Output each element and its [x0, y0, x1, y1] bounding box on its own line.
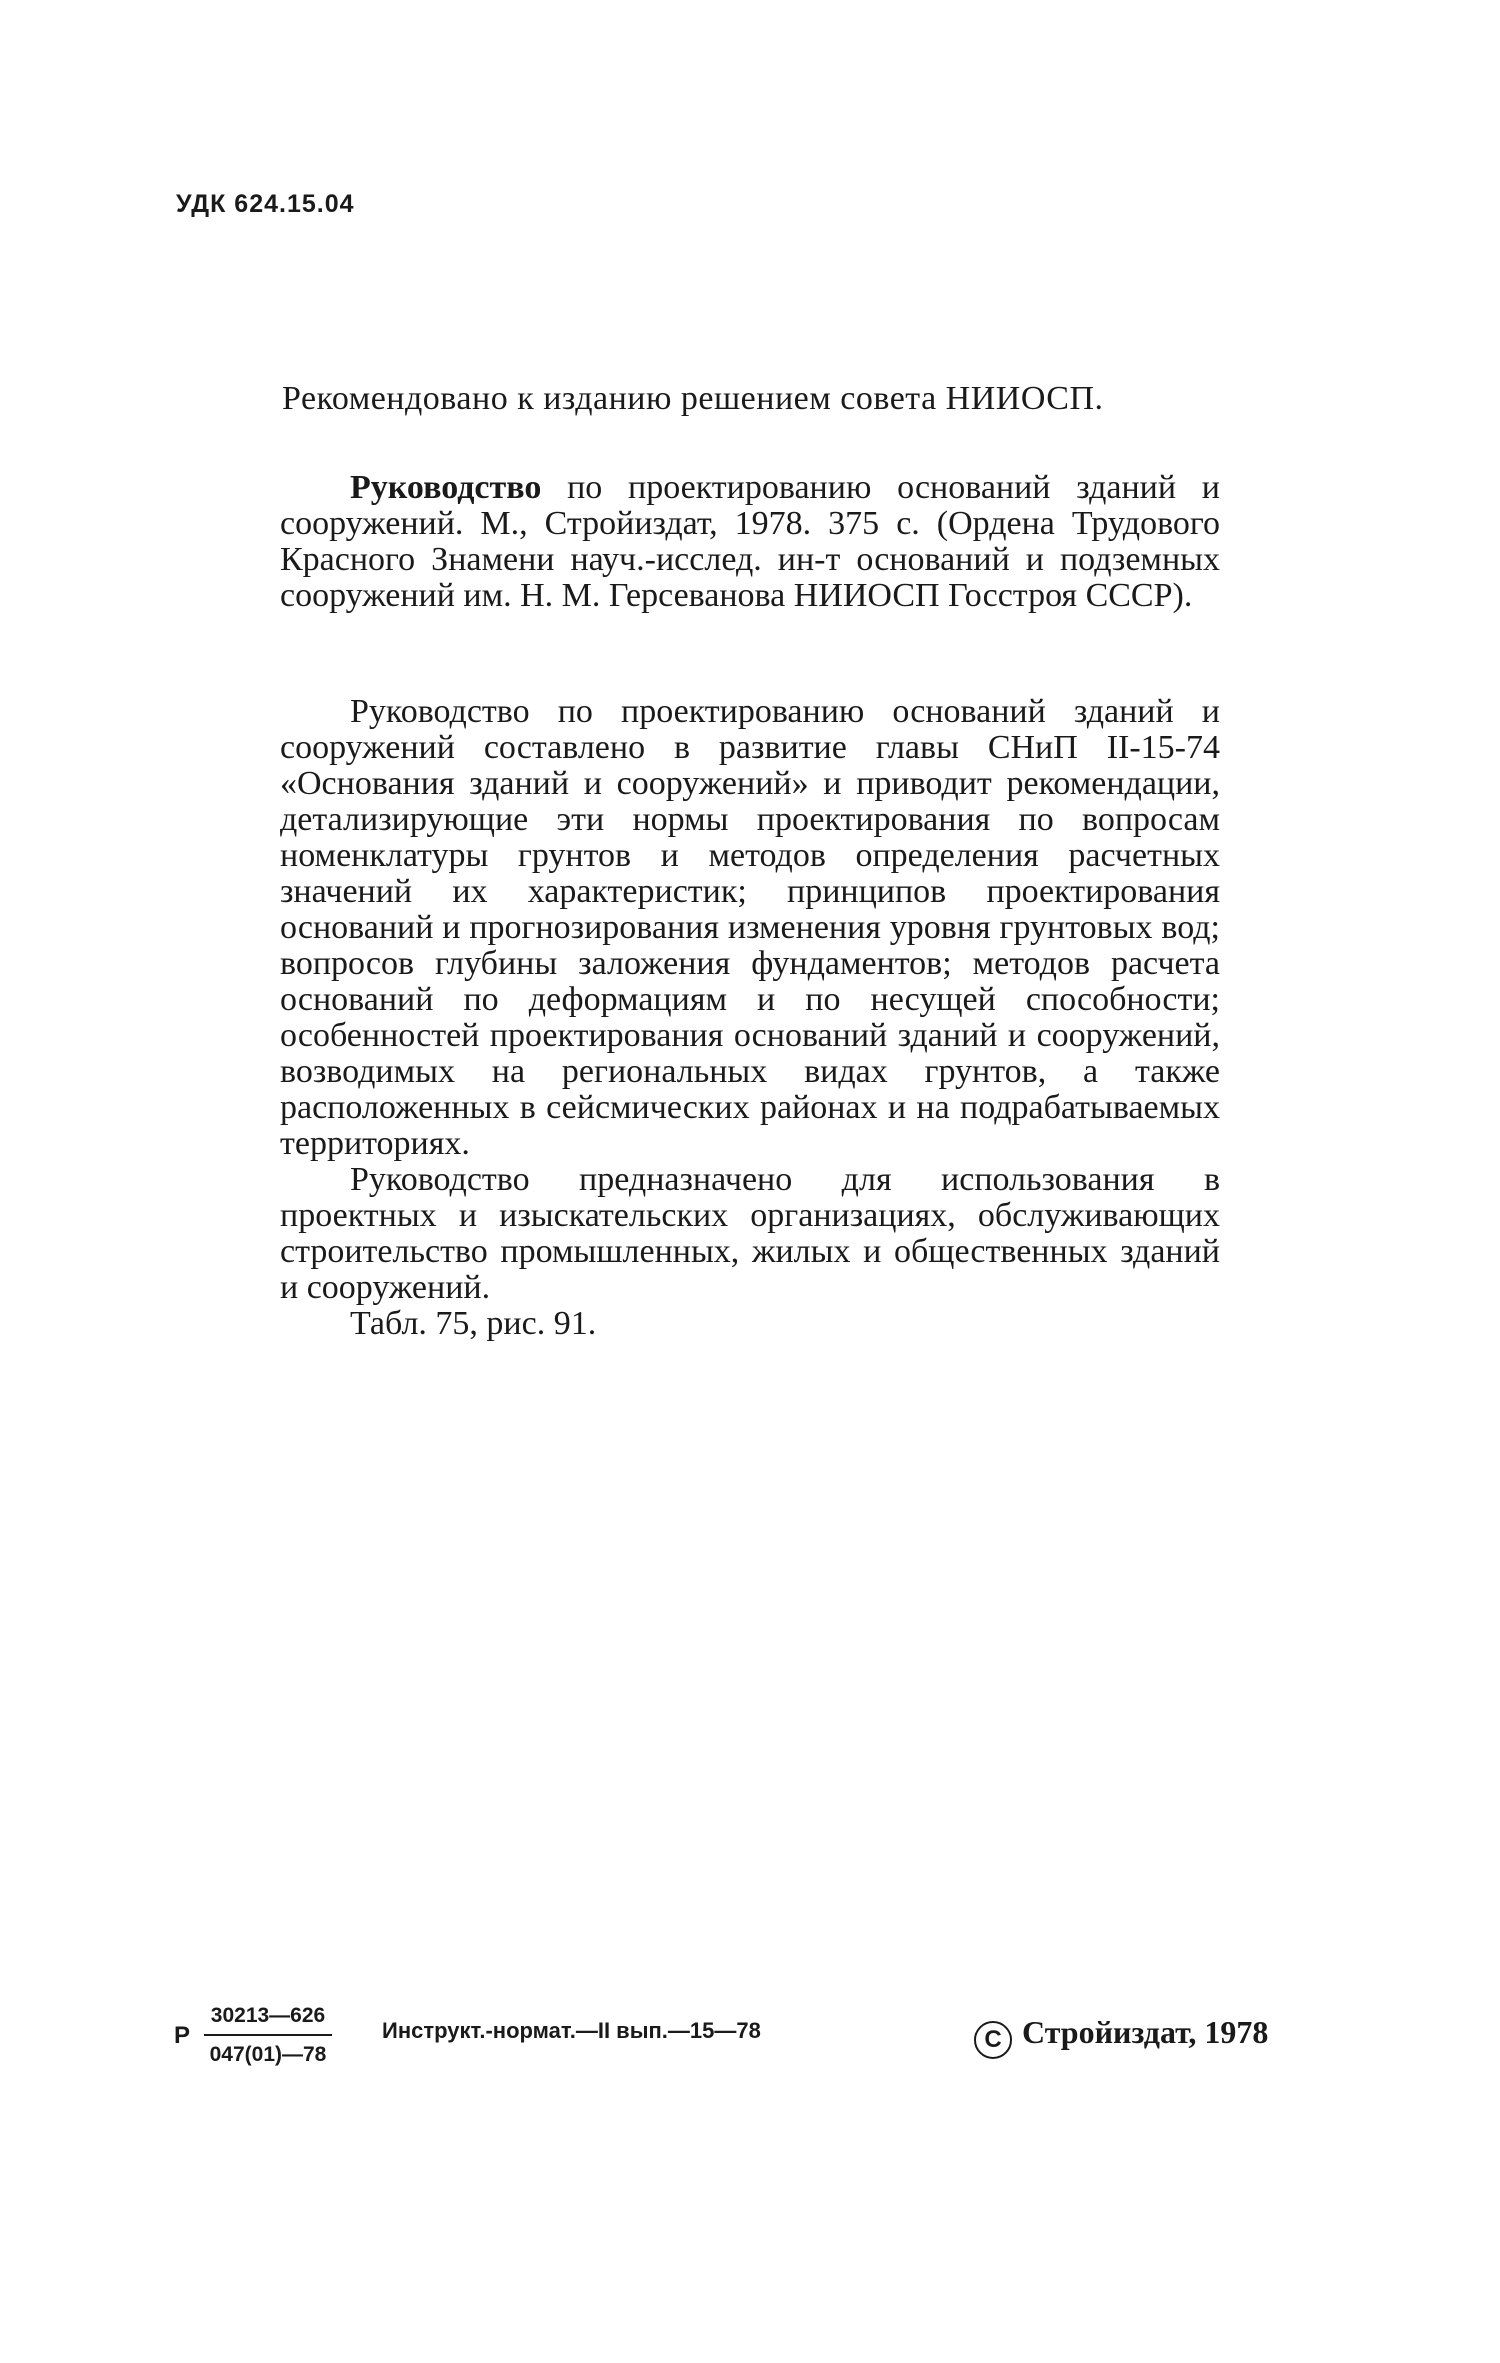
citation-text: по проектированию оснований зданий и сооружений. М., Стройиздат, 1978. 375 с. (Ордена Трудового Красного Знамени науч.-исслед. ин-т оснований и подземных сооружений им. Н. М. Герсеванова НИИОСП Госстроя СССР).: [280, 469, 1220, 614]
imprint-series: Инструкт.-нормат.—II вып.—15—78: [382, 2018, 761, 2043]
udk-code: УДК 624.15.04: [176, 190, 355, 218]
copyright-icon: C: [974, 2021, 1012, 2059]
abstract-paragraph-1: Руководство по проектированию оснований зданий и сооружений составлено в развитие главы СНиП II-15-74 «Основания зданий и сооружений» и приводит рекомендации, детализирующие эти нормы проектирования по вопросам номенклатуры грунтов и методов определения расчетных значений их характеристик; принципов проектирования оснований и прогнозирования изменения уровня грунтовых вод; вопросов глубины заложения фундаментов; методов расчета оснований по деформациям и по несущей способности; особенностей проектирования оснований зданий и сооружений, возводимых на региональных видах грунтов, а также расположенных в сейсмических районах и на подрабатываемых территориях.: [280, 693, 1220, 1162]
imprint-fraction: [204, 2002, 332, 2070]
imprint-denominator: 047(01)—78: [204, 2034, 332, 2070]
imprint-numerator: 30213—626: [210, 2004, 326, 2027]
citation-title: Руководство: [350, 469, 542, 506]
copyright-notice: [974, 2014, 1268, 2059]
copyright-text: Стройиздат, 1978: [1022, 2014, 1269, 2050]
tables-figures-count: Табл. 75, рис. 91.: [350, 1305, 597, 1342]
bibliographic-citation: [280, 470, 1220, 614]
abstract: [280, 694, 1220, 1342]
imprint: [174, 2002, 1334, 2092]
imprint-prefix: Р: [174, 2022, 191, 2049]
abstract-paragraph-2: Руководство предназначено для использования в проектных и изыскательских организациях, обслуживающих строительство промышленных, жилых и общественных зданий и сооружений.: [280, 1161, 1220, 1306]
recommendation-line: Рекомендовано к изданию решением совета НИИОСП.: [282, 380, 1104, 417]
